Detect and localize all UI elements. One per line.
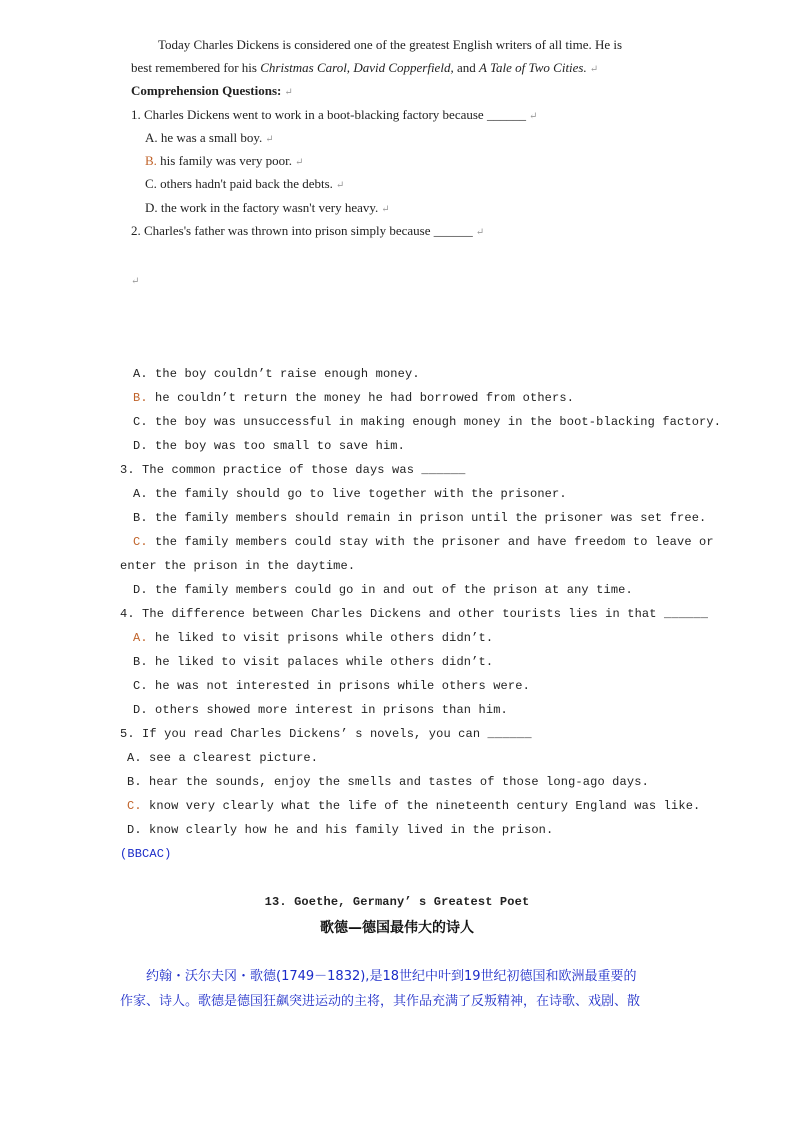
- answer-letter: B.: [133, 391, 148, 405]
- book-title-david-copperfield: David Copperfield,: [353, 60, 454, 75]
- question-3-option-a: A. the family should go to live together with the prisoner.: [133, 487, 567, 501]
- question-2-option-d: D. the boy was too small to save him.: [133, 439, 405, 453]
- empty-paragraph: ↵: [131, 276, 140, 287]
- section-title-en: 13. Goethe, Germany’ s Greatest Poet: [264, 895, 530, 909]
- answer-key: (BBCAC): [120, 847, 172, 861]
- question-4-option-b: B. he liked to visit palaces while others didn’t.: [133, 655, 494, 669]
- question-4-stem: 4. The difference between Charles Dickens and other tourists lies in that ______: [120, 607, 709, 621]
- question-2-stem: 2. Charles's father was thrown into prison simply because ______ ↵: [131, 223, 485, 238]
- question-3-stem: 3. The common practice of those days was ______: [120, 463, 466, 477]
- question-3-option-c-continuation: enter the prison in the daytime.: [120, 559, 356, 573]
- question-1-option-d: D. the work in the factory wasn't very heavy. ↵: [145, 200, 390, 215]
- answer-letter: C.: [133, 535, 148, 549]
- book-title-christmas-carol: Christmas Carol,: [260, 60, 351, 75]
- question-5-option-c: C. know very clearly what the life of the nineteenth century England was like.: [127, 799, 701, 813]
- question-4-option-c: C. he was not interested in prisons while others were.: [133, 679, 530, 693]
- question-1-stem: 1. Charles Dickens went to work in a boot-blacking factory because ______ ↵: [131, 107, 538, 122]
- question-2-option-b: B. he couldn’t return the money he had borrowed from others.: [133, 391, 575, 405]
- question-1-option-c: C. others hadn't paid back the debts. ↵: [145, 176, 345, 191]
- question-5-stem: 5. If you read Charles Dickens’ s novels, you can ______: [120, 727, 532, 741]
- question-3-option-b: B. the family members should remain in prison until the prisoner was set free.: [133, 511, 707, 525]
- book-title-tale-of-two-cities: A Tale of Two Cities.: [478, 60, 587, 75]
- intro-line-2: best remembered for his Christmas Carol, David Copperfield, and A Tale of Two Cities. ↵: [131, 60, 599, 75]
- answer-letter: A.: [133, 631, 148, 645]
- answer-letter: B.: [145, 153, 157, 168]
- question-2-option-c: C. the boy was unsuccessful in making enough money in the boot-blacking factory.: [133, 415, 722, 429]
- question-4-option-d: D. others showed more interest in prisons than him.: [133, 703, 508, 717]
- question-3-option-d: D. the family members could go in and out of the prison at any time.: [133, 583, 633, 597]
- question-5-option-a: A. see a clearest picture.: [127, 751, 319, 765]
- answer-letter: C.: [127, 799, 142, 813]
- paragraph-mark: ↵: [589, 64, 599, 75]
- intro-line-1: Today Charles Dickens is considered one of the greatest English writers of all time. He is: [158, 37, 623, 52]
- question-3-option-c: C. the family members could stay with the prisoner and have freedom to leave or: [133, 535, 714, 549]
- question-2-option-a: A. the boy couldn’t raise enough money.: [133, 367, 420, 381]
- question-1-option-a: A. he was a small boy. ↵: [145, 130, 274, 145]
- question-1-option-b: B. his family was very poor. ↵: [145, 153, 304, 168]
- question-5-option-b: B. hear the sounds, enjoy the smells and tastes of those long-ago days.: [127, 775, 649, 789]
- chinese-paragraph-line-2: 作家、诗人。歌德是德国狂飙突进运动的主将，其作品充满了反叛精神，在诗歌、戏剧、散: [120, 994, 641, 1009]
- chinese-paragraph-line-1: 约翰・沃尔夫冈・歌德(1749－1832),是18世纪中叶到19世纪初德国和欧洲最重要的: [146, 969, 637, 984]
- question-5-option-d: D. know clearly how he and his family lived in the prison.: [127, 823, 554, 837]
- comprehension-heading: Comprehension Questions: ↵: [131, 83, 293, 98]
- question-4-option-a: A. he liked to visit prisons while others didn’t.: [133, 631, 494, 645]
- section-title-cn: 歌德—德国最伟大的诗人: [320, 920, 474, 936]
